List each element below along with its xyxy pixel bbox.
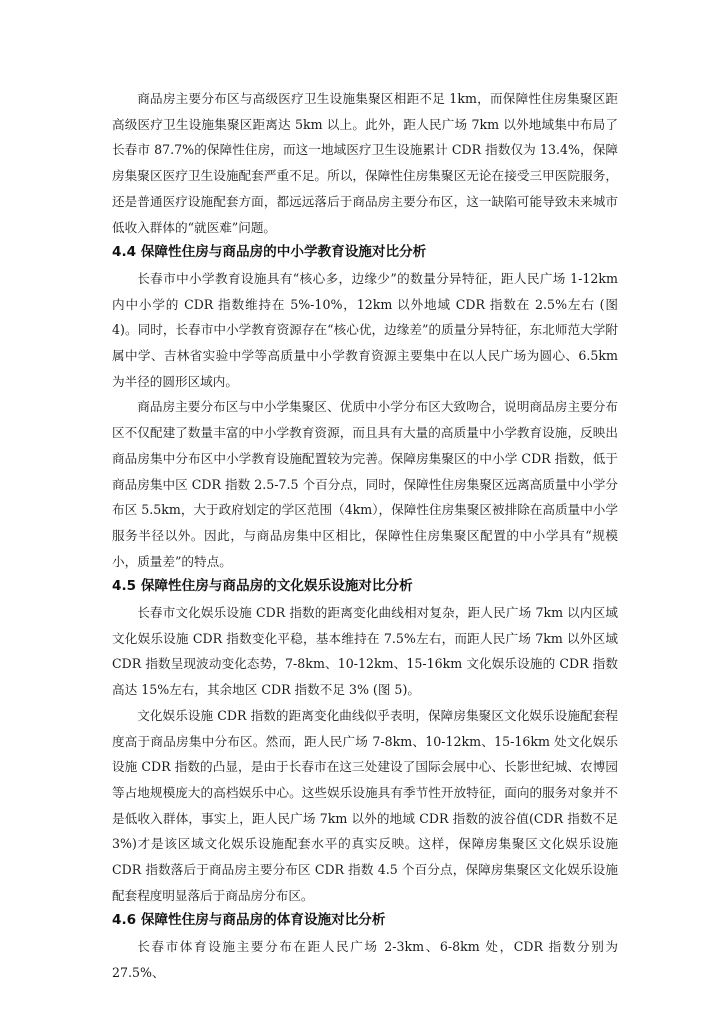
paragraph-education-comparison: 商品房主要分布区与中小学集聚区、优质中小学分布区大致吻合，说明商品房主要分布区不仅配建了数量丰富的中小学教育资源，而且具有大量的高质量中小学教育设施，反映出商品房集中分布区中小学教育设施配置较为完善。保障房集聚区的中小学 CDR 指数，低于商品房集中区 CDR 指数 2.5-7.5 个百分点，同时，保障性住房集聚区远离高质量中小学分布区 5.5km，大于政府划定的学区范围（4km），保障性住房集聚区被排除在高质量中小学服务半径以外。因此，与商品房集中区相比，保障性住房集聚区配置的中小学具有“规模小，质量差”的特点。 [112, 399, 618, 569]
paragraph-sports-distribution: 长春市体育设施主要分布在距人民广场 2-3km、6-8km 处，CDR 指数分别为 27.5%、 [112, 939, 618, 980]
paragraph-education-distribution: 长春市中小学教育设施具有“核心多，边缘少”的数量分异特征，距人民广场 1-12km 内中小学的 CDR 指数维持在 5%-10%，12km 以外地域 CDR 指数在 2.5%左右 (图 4)。同时，长春市中小学教育资源存在“核心优，边缘差”的质量分异特征，东北师范大学附属中学、吉林省实验中学等高质量中小学教育资源主要集中在以人民广场为圆心、6.5km 为半径的圆形区域内。 [112, 270, 618, 389]
section-heading-4-4: 4.4 保障性住房与商品房的中小学教育设施对比分析 [112, 244, 427, 261]
section-heading-4-5: 4.5 保障性住房与商品房的文化娱乐设施对比分析 [112, 578, 413, 595]
section-heading-4-6: 4.6 保障性住房与商品房的体育设施对比分析 [112, 912, 386, 929]
page-body [112, 86, 618, 986]
paragraph-culture-distribution: 长春市文化娱乐设施 CDR 指数的距离变化曲线相对复杂，距人民广场 7km 以内区域文化娱乐设施 CDR 指数变化平稳，基本维持在 7.5%左右，而距人民广场 7km 以外区域 CDR 指数呈现波动变化态势，7-8km、10-12km、15-16km 文化娱乐设施的 CDR 指数高达 15%左右，其余地区 CDR 指数不足 3% (图 5)。 [112, 605, 618, 698]
paragraph-culture-comparison: 文化娱乐设施 CDR 指数的距离变化曲线似乎表明，保障房集聚区文化娱乐设施配套程度高于商品房集中分布区。然而，距人民广场 7-8km、10-12km、15-16km 处文化娱乐设施 CDR 指数的凸显，是由于长春市在这三处建设了国际会展中心、长影世纪城、农博园等占地规模庞大的高档娱乐中心。这些娱乐设施具有季节性开放特征，面向的服务对象并不是低收入群体，事实上，距人民广场 7km 以外的地域 CDR 指数的波谷值(CDR 指数不足 3%)才是该区域文化娱乐设施配套水平的真实反映。这样，保障房集聚区文化娱乐设施 CDR 指数落后于商品房主要分布区 CDR 指数 4.5 个百分点，保障房集聚区文化娱乐设施配套程度明显落后于商品房分布区。 [112, 707, 618, 903]
paragraph-healthcare-conclusion: 商品房主要分布区与高级医疗卫生设施集聚区相距不足 1km，而保障性住房集聚区距高级医疗卫生设施集聚区距离达 5km 以上。此外，距人民广场 7km 以外地域集中布局了长春市 87.7%的保障性住房，而这一地域医疗卫生设施累计 CDR 指数仅为 13.4%，保障房集聚区医疗卫生设施配套严重不足。所以，保障性住房集聚区无论在接受三甲医院服务，还是普通医疗设施配套方面，都远远落后于商品房主要分布区，这一缺陷可能导致未来城市低收入群体的“就医难”问题。 [112, 91, 618, 235]
